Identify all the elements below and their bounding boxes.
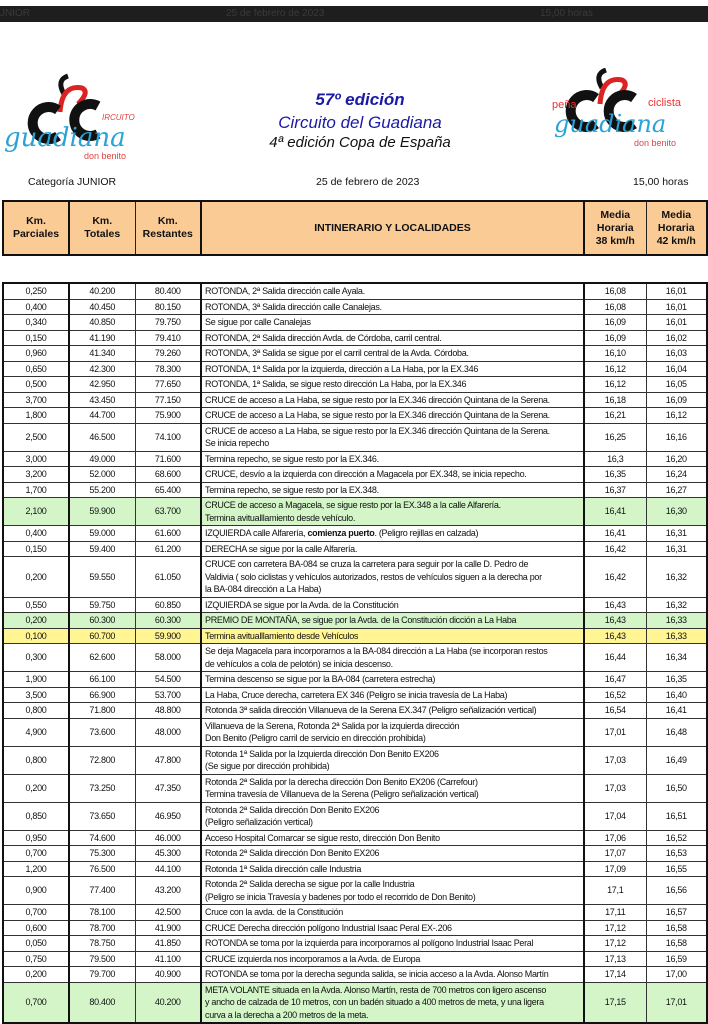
itinerario-desc-cell: ROTONDA, 3ª Salida dirección calle Canalejas. [201, 299, 584, 315]
km-restantes-cell: 65.400 [135, 482, 201, 498]
media-42-cell: 16,02 [646, 330, 707, 346]
itinerario-desc-cell: CRUCE con carretera BA-084 se cruza la carretera para seguir por la calle D. Pedro de Valdivia ( solo ciclistas y vehículos autorizados, restos de vehículos siguen a la derecha por la BA-084 dirección a La Haba) [201, 557, 584, 598]
itinerario-desc-cell: CRUCE, desvío a la izquierda con dirección a Magacela por EX.348, se inicia repecho. [201, 467, 584, 483]
media-38-cell: 16,35 [584, 467, 646, 483]
km-restantes-cell: 61.050 [135, 557, 201, 598]
km-restantes-cell: 77.650 [135, 377, 201, 393]
itinerario-desc-cell: Termina repecho, se sigue resto por la EX.346. [201, 451, 584, 467]
media-38-cell: 17,04 [584, 802, 646, 830]
media-38-cell: 17,03 [584, 774, 646, 802]
km-restantes-cell: 48.000 [135, 718, 201, 746]
table-row [3, 703, 707, 719]
km-restantes-cell: 48.800 [135, 703, 201, 719]
media-42-cell: 16,33 [646, 628, 707, 644]
km-parciales-cell: 4,900 [3, 718, 69, 746]
media-42-cell: 16,59 [646, 951, 707, 967]
km-totales-cell: 78.100 [69, 905, 135, 921]
km-restantes-cell: 60.850 [135, 597, 201, 613]
media-38-cell: 17,03 [584, 746, 646, 774]
media-38-cell: 17,12 [584, 936, 646, 952]
km-restantes-cell: 79.750 [135, 315, 201, 331]
media-42-cell: 16,01 [646, 283, 707, 299]
km-parciales-cell: 2,500 [3, 423, 69, 451]
media-42-cell: 16,58 [646, 936, 707, 952]
km-parciales-cell: 0,800 [3, 746, 69, 774]
media-38-cell: 16,43 [584, 597, 646, 613]
itinerario-desc-cell: ROTONDA, 3ª Salida se sigue por el carril central de la Avda. Córdoba. [201, 346, 584, 362]
km-parciales-cell: 3,200 [3, 467, 69, 483]
svg-text:peña: peña [552, 99, 577, 111]
table-row [3, 830, 707, 846]
media-42-cell: 16,57 [646, 905, 707, 921]
km-parciales-cell: 0,960 [3, 346, 69, 362]
media-38-cell: 17,06 [584, 830, 646, 846]
km-totales-cell: 42.950 [69, 377, 135, 393]
km-restantes-cell: 71.600 [135, 451, 201, 467]
km-totales-cell: 59.000 [69, 526, 135, 542]
km-parciales-cell: 0,600 [3, 920, 69, 936]
km-restantes-cell: 58.000 [135, 644, 201, 672]
media-42-cell: 16,51 [646, 802, 707, 830]
media-38-cell: 17,09 [584, 861, 646, 877]
km-totales-cell: 73.650 [69, 802, 135, 830]
topbar-date: 25 de febrero de 2023 [226, 8, 325, 19]
media-38-cell: 17,15 [584, 982, 646, 1023]
itinerario-desc-cell: Rotonda 3ª salida dirección Villanueva de la Serena EX.347 (Peligro señalización vertical) [201, 703, 584, 719]
km-parciales-cell: 0,200 [3, 774, 69, 802]
table-row [3, 846, 707, 862]
media-38-cell: 16,3 [584, 451, 646, 467]
km-totales-cell: 59.900 [69, 498, 135, 526]
table-row [3, 498, 707, 526]
media-42-cell: 16,01 [646, 299, 707, 315]
media-42-cell: 16,50 [646, 774, 707, 802]
km-parciales-cell: 0,150 [3, 330, 69, 346]
category-label: Categoría JUNIOR [28, 176, 117, 188]
itinerario-desc-cell: ROTONDA se toma por la izquierda para incorporarnos al polígono Industrial Isaac Peral [201, 936, 584, 952]
km-totales-cell: 66.900 [69, 687, 135, 703]
col-itinerario: INTINERARIO Y LOCALIDADES [201, 201, 584, 255]
itinerario-desc-cell: ROTONDA, 1ª Salida por la izquierda, dirección a La Haba, por la EX.346 [201, 361, 584, 377]
table-row [3, 951, 707, 967]
km-totales-cell: 59.400 [69, 541, 135, 557]
km-restantes-cell: 79.260 [135, 346, 201, 362]
media-42-cell: 16,31 [646, 526, 707, 542]
km-totales-cell: 59.550 [69, 557, 135, 598]
media-42-cell: 16,30 [646, 498, 707, 526]
km-parciales-cell: 0,400 [3, 299, 69, 315]
desc-text: IZQUIERDA calle Alfarería, [205, 528, 308, 538]
itinerario-desc-cell: META VOLANTE situada en la Avda. Alonso Martín, resta de 700 metros con ligero ascenso y ancho de calzada de 10 metros, con un badén situado a 400 metros de meta, y una ligera curva a la derecha a 200 metros de la meta. [201, 982, 584, 1023]
km-totales-cell: 52.000 [69, 467, 135, 483]
media-38-cell: 17,14 [584, 967, 646, 983]
media-38-cell: 17,13 [584, 951, 646, 967]
race-time: 15,00 horas [633, 176, 689, 188]
km-parciales-cell: 0,250 [3, 283, 69, 299]
km-parciales-cell: 0,950 [3, 830, 69, 846]
topbar-time: 15,00 horas [540, 8, 593, 19]
km-restantes-cell: 54.500 [135, 672, 201, 688]
media-38-cell: 16,47 [584, 672, 646, 688]
km-parciales-cell: 0,100 [3, 628, 69, 644]
media-42-cell: 16,49 [646, 746, 707, 774]
km-totales-cell: 44.700 [69, 408, 135, 424]
km-totales-cell: 41.190 [69, 330, 135, 346]
media-38-cell: 16,41 [584, 498, 646, 526]
km-parciales-cell: 0,650 [3, 361, 69, 377]
media-38-cell: 16,52 [584, 687, 646, 703]
table-row [3, 967, 707, 983]
km-restantes-cell: 77.150 [135, 392, 201, 408]
itinerario-desc-cell: ROTONDA, 1ª Salida, se sigue resto dirección La Haba, por la EX.346 [201, 377, 584, 393]
km-restantes-cell: 79.410 [135, 330, 201, 346]
itinerario-desc-cell: CRUCE de acceso a La Haba, se sigue resto por la EX.346 dirección Quintana de la Serena. Se inicia repecho [201, 423, 584, 451]
km-restantes-cell: 60.300 [135, 613, 201, 629]
km-totales-cell: 40.450 [69, 299, 135, 315]
media-42-cell: 16,31 [646, 541, 707, 557]
itinerario-desc-cell: PREMIO DE MONTAÑA, se sigue por la Avda. de la Constitución dicción a La Haba [201, 613, 584, 629]
bold-highlight: comienza puerto [307, 528, 375, 538]
km-parciales-cell: 3,500 [3, 687, 69, 703]
race-date: 25 de febrero de 2023 [316, 176, 420, 188]
itinerario-desc-cell: Rotonda 1ª Salida por la Izquierda dirección Don Benito EX206 (Se sigue por dirección prohibida) [201, 746, 584, 774]
itinerario-desc-cell: Rotonda 2ª Salida dirección Don Benito EX206 [201, 846, 584, 862]
media-38-cell: 17,12 [584, 920, 646, 936]
media-42-cell: 16,05 [646, 377, 707, 393]
itinerario-desc-cell: CRUCE de acceso a Magacela, se sigue resto por la EX.348 a la calle Alfarería. Termina avitualllamiento desde vehículo. [201, 498, 584, 526]
media-42-cell: 16,09 [646, 392, 707, 408]
km-restantes-cell: 40.200 [135, 982, 201, 1023]
km-totales-cell: 41.340 [69, 346, 135, 362]
km-totales-cell: 40.850 [69, 315, 135, 331]
itinerario-desc-cell: ROTONDA, 2ª Salida dirección calle Ayala. [201, 283, 584, 299]
itinerario-desc-cell: CRUCE izquierda nos incorporamos a la Avda. de Europa [201, 951, 584, 967]
km-restantes-cell: 80.150 [135, 299, 201, 315]
table-row [3, 299, 707, 315]
table-row [3, 982, 707, 1023]
table-row [3, 541, 707, 557]
media-38-cell: 16,43 [584, 628, 646, 644]
table-row [3, 315, 707, 331]
media-42-cell: 16,34 [646, 644, 707, 672]
km-restantes-cell: 41.850 [135, 936, 201, 952]
media-42-cell: 16,52 [646, 830, 707, 846]
media-42-cell: 16,04 [646, 361, 707, 377]
table-row [3, 423, 707, 451]
media-42-cell: 16,32 [646, 597, 707, 613]
km-restantes-cell: 41.100 [135, 951, 201, 967]
km-restantes-cell: 44.100 [135, 861, 201, 877]
km-parciales-cell: 0,200 [3, 557, 69, 598]
km-parciales-cell: 0,340 [3, 315, 69, 331]
km-restantes-cell: 45.300 [135, 846, 201, 862]
km-restantes-cell: 47.350 [135, 774, 201, 802]
media-42-cell: 16,01 [646, 315, 707, 331]
itinerario-desc-cell: Termina repecho, se sigue resto por la EX.348. [201, 482, 584, 498]
media-38-cell: 17,07 [584, 846, 646, 862]
itinerario-desc-cell: ROTONDA, 2ª Salida dirección Avda. de Córdoba, carril central. [201, 330, 584, 346]
km-restantes-cell: 47.800 [135, 746, 201, 774]
km-totales-cell: 72.800 [69, 746, 135, 774]
km-parciales-cell: 0,800 [3, 703, 69, 719]
pena-ciclista-logo [550, 68, 700, 150]
itinerario-desc-cell: Rotonda 1ª Salida dirección calle Industria [201, 861, 584, 877]
km-restantes-cell: 63.700 [135, 498, 201, 526]
col-km-parciales: Km. Parciales [3, 201, 69, 255]
km-totales-cell: 55.200 [69, 482, 135, 498]
table-row [3, 361, 707, 377]
km-totales-cell: 79.500 [69, 951, 135, 967]
table-row [3, 877, 707, 905]
media-42-cell: 16,33 [646, 613, 707, 629]
media-38-cell: 16,21 [584, 408, 646, 424]
media-42-cell: 16,41 [646, 703, 707, 719]
km-totales-cell: 78.700 [69, 920, 135, 936]
col-media-42: Media Horaria 42 km/h [646, 201, 707, 255]
table-row [3, 613, 707, 629]
media-42-cell: 17,01 [646, 982, 707, 1023]
km-restantes-cell: 43.200 [135, 877, 201, 905]
media-42-cell: 17,00 [646, 967, 707, 983]
edition-title: 57º edición [315, 90, 405, 109]
circuito-guadiana-logo [2, 72, 152, 162]
media-42-cell: 16,27 [646, 482, 707, 498]
table-row [3, 392, 707, 408]
itinerario-desc-cell: Se sigue por calle Canalejas [201, 315, 584, 331]
km-parciales-cell: 3,000 [3, 451, 69, 467]
svg-text:don benito: don benito [84, 151, 127, 161]
km-totales-cell: 66.100 [69, 672, 135, 688]
km-parciales-cell: 0,400 [3, 526, 69, 542]
topbar-category: JNIOR [0, 8, 30, 19]
itinerario-desc-cell: La Haba, Cruce derecha, carretera EX 346 (Peligro se inicia travesía de La Haba) [201, 687, 584, 703]
media-38-cell: 16,37 [584, 482, 646, 498]
km-totales-cell: 62.600 [69, 644, 135, 672]
media-42-cell: 16,40 [646, 687, 707, 703]
media-42-cell: 16,35 [646, 672, 707, 688]
table-row [3, 408, 707, 424]
media-42-cell: 16,32 [646, 557, 707, 598]
table-row [3, 774, 707, 802]
table-row [3, 644, 707, 672]
km-totales-cell: 40.200 [69, 283, 135, 299]
km-totales-cell: 71.800 [69, 703, 135, 719]
media-38-cell: 16,25 [584, 423, 646, 451]
km-restantes-cell: 68.600 [135, 467, 201, 483]
itinerario-desc-cell [201, 526, 584, 542]
table-row [3, 628, 707, 644]
km-restantes-cell: 59.900 [135, 628, 201, 644]
km-parciales-cell: 3,700 [3, 392, 69, 408]
km-restantes-cell: 41.900 [135, 920, 201, 936]
media-38-cell: 16,41 [584, 526, 646, 542]
km-restantes-cell: 40.900 [135, 967, 201, 983]
itinerario-desc-cell: CRUCE de acceso a La Haba, se sigue resto por la EX.346 dirección Quintana de la Serena. [201, 408, 584, 424]
svg-text:guadiana: guadiana [4, 123, 126, 153]
km-totales-cell: 76.500 [69, 861, 135, 877]
media-38-cell: 17,01 [584, 718, 646, 746]
media-42-cell: 16,20 [646, 451, 707, 467]
km-parciales-cell: 0,700 [3, 846, 69, 862]
km-restantes-cell: 46.000 [135, 830, 201, 846]
km-totales-cell: 79.700 [69, 967, 135, 983]
itinerario-desc-cell: Se deja Magacela para incorporarnos a la BA-084 dirección a La Haba (se incorporan restos de vehículos a cola de pelotón) se inicia descenso. [201, 644, 584, 672]
km-totales-cell: 74.600 [69, 830, 135, 846]
km-totales-cell: 60.300 [69, 613, 135, 629]
itinerario-desc-cell: Cruce con la avda. de la Constitución [201, 905, 584, 921]
cup-subtitle: 4ª edición Copa de España [269, 134, 451, 151]
itinerario-desc-cell: Termina avitualllamiento desde Vehículos [201, 628, 584, 644]
svg-text:guadiana: guadiana [554, 110, 667, 138]
media-42-cell: 16,56 [646, 877, 707, 905]
km-totales-cell: 75.300 [69, 846, 135, 862]
media-42-cell: 16,53 [646, 846, 707, 862]
km-totales-cell: 60.700 [69, 628, 135, 644]
svg-text:don benito: don benito [634, 138, 677, 148]
col-km-totales: Km. Totales [69, 201, 135, 255]
km-parciales-cell: 0,700 [3, 982, 69, 1023]
table-row [3, 283, 707, 299]
media-38-cell: 16,54 [584, 703, 646, 719]
table-row [3, 482, 707, 498]
km-restantes-cell: 78.300 [135, 361, 201, 377]
km-restantes-cell: 61.600 [135, 526, 201, 542]
km-parciales-cell: 0,700 [3, 905, 69, 921]
km-parciales-cell: 0,200 [3, 967, 69, 983]
table-row [3, 746, 707, 774]
media-38-cell: 16,12 [584, 377, 646, 393]
media-42-cell: 16,12 [646, 408, 707, 424]
itinerario-desc-cell: Termina descenso se sigue por la BA-084 (carretera estrecha) [201, 672, 584, 688]
table-row [3, 802, 707, 830]
km-restantes-cell: 46.950 [135, 802, 201, 830]
km-restantes-cell: 61.200 [135, 541, 201, 557]
km-parciales-cell: 0,900 [3, 877, 69, 905]
table-row [3, 936, 707, 952]
km-parciales-cell: 0,850 [3, 802, 69, 830]
km-parciales-cell: 0,150 [3, 541, 69, 557]
km-totales-cell: 59.750 [69, 597, 135, 613]
table-row [3, 597, 707, 613]
km-parciales-cell: 1,700 [3, 482, 69, 498]
media-38-cell: 16,43 [584, 613, 646, 629]
km-totales-cell: 78.750 [69, 936, 135, 952]
itinerario-desc-cell: CRUCE Derecha dirección polígono Industrial Isaac Peral EX-.206 [201, 920, 584, 936]
media-38-cell: 16,09 [584, 330, 646, 346]
media-38-cell: 17,11 [584, 905, 646, 921]
table-header [2, 200, 708, 256]
km-totales-cell: 49.000 [69, 451, 135, 467]
table-row [3, 557, 707, 598]
itinerario-desc-cell: CRUCE de acceso a La Haba, se sigue resto por la EX.346 dirección Quintana de la Serena. [201, 392, 584, 408]
media-42-cell: 16,58 [646, 920, 707, 936]
km-restantes-cell: 42.500 [135, 905, 201, 921]
media-42-cell: 16,03 [646, 346, 707, 362]
media-38-cell: 16,08 [584, 283, 646, 299]
media-38-cell: 16,12 [584, 361, 646, 377]
table-row [3, 526, 707, 542]
table-row [3, 920, 707, 936]
km-parciales-cell: 0,500 [3, 377, 69, 393]
itinerary-table [2, 282, 708, 1024]
media-38-cell: 16,44 [584, 644, 646, 672]
media-42-cell: 16,48 [646, 718, 707, 746]
km-parciales-cell: 2,100 [3, 498, 69, 526]
table-row [3, 346, 707, 362]
media-42-cell: 16,55 [646, 861, 707, 877]
km-parciales-cell: 0,050 [3, 936, 69, 952]
media-38-cell: 16,08 [584, 299, 646, 315]
table-row [3, 377, 707, 393]
itinerario-desc-cell: Rotonda 2ª Salida derecha se sigue por la calle Industria (Peligro se inicia Travesía y badenes por todo el recorrido de Don Benito) [201, 877, 584, 905]
km-parciales-cell: 0,750 [3, 951, 69, 967]
media-38-cell: 16,18 [584, 392, 646, 408]
km-restantes-cell: 74.100 [135, 423, 201, 451]
km-totales-cell: 73.250 [69, 774, 135, 802]
itinerario-desc-cell: IZQUIERDA se sigue por la Avda. de la Constitución [201, 597, 584, 613]
media-38-cell: 16,09 [584, 315, 646, 331]
km-parciales-cell: 0,200 [3, 613, 69, 629]
km-totales-cell: 42.300 [69, 361, 135, 377]
km-parciales-cell: 0,300 [3, 644, 69, 672]
top-bar [0, 6, 708, 22]
table-row [3, 905, 707, 921]
media-38-cell: 16,10 [584, 346, 646, 362]
km-restantes-cell: 75.900 [135, 408, 201, 424]
table-row [3, 467, 707, 483]
media-42-cell: 16,16 [646, 423, 707, 451]
km-parciales-cell: 1,900 [3, 672, 69, 688]
km-parciales-cell: 1,200 [3, 861, 69, 877]
itinerario-desc-cell: ROTONDA se toma por la derecha segunda salida, se inicia acceso a la Avda. Alonso Martín [201, 967, 584, 983]
km-restantes-cell: 53.700 [135, 687, 201, 703]
media-38-cell: 16,42 [584, 557, 646, 598]
desc-text: . (Peligro rejillas en calzada) [374, 528, 479, 538]
media-42-cell: 16,24 [646, 467, 707, 483]
table-row [3, 672, 707, 688]
km-restantes-cell: 80.400 [135, 283, 201, 299]
table-row [3, 330, 707, 346]
col-media-38: Media Horaria 38 km/h [584, 201, 646, 255]
itinerario-desc-cell: Villanueva de la Serena, Rotonda 2ª Salida por la izquierda dirección Don Benito (Peligro carril de servicio en dirección prohibida) [201, 718, 584, 746]
col-km-restantes: Km. Restantes [135, 201, 201, 255]
media-38-cell: 16,42 [584, 541, 646, 557]
svg-text:ciclista: ciclista [648, 97, 682, 109]
itinerario-desc-cell: DERECHA se sigue por la calle Alfarería. [201, 541, 584, 557]
table-row [3, 687, 707, 703]
km-totales-cell: 80.400 [69, 982, 135, 1023]
km-totales-cell: 43.450 [69, 392, 135, 408]
km-parciales-cell: 1,800 [3, 408, 69, 424]
media-38-cell: 17,1 [584, 877, 646, 905]
km-totales-cell: 73.600 [69, 718, 135, 746]
km-totales-cell: 46.500 [69, 423, 135, 451]
itinerario-desc-cell: Rotonda 2ª Salida por la derecha dirección Don Benito EX206 (Carrefour) Termina travesía de Villanueva de la Serena (Peligro señalización vertical) [201, 774, 584, 802]
itinerario-desc-cell: Rotonda 2ª Salida dirección Don Benito EX206 (Peligro señalización vertical) [201, 802, 584, 830]
table-row [3, 718, 707, 746]
km-parciales-cell: 0,550 [3, 597, 69, 613]
table-row [3, 861, 707, 877]
race-title: Circuito del Guadiana [278, 113, 442, 132]
svg-text:IRCUITO: IRCUITO [102, 113, 135, 122]
itinerario-desc-cell: Acceso Hospital Comarcar se sigue resto, dirección Don Benito [201, 830, 584, 846]
table-row [3, 451, 707, 467]
km-totales-cell: 77.400 [69, 877, 135, 905]
